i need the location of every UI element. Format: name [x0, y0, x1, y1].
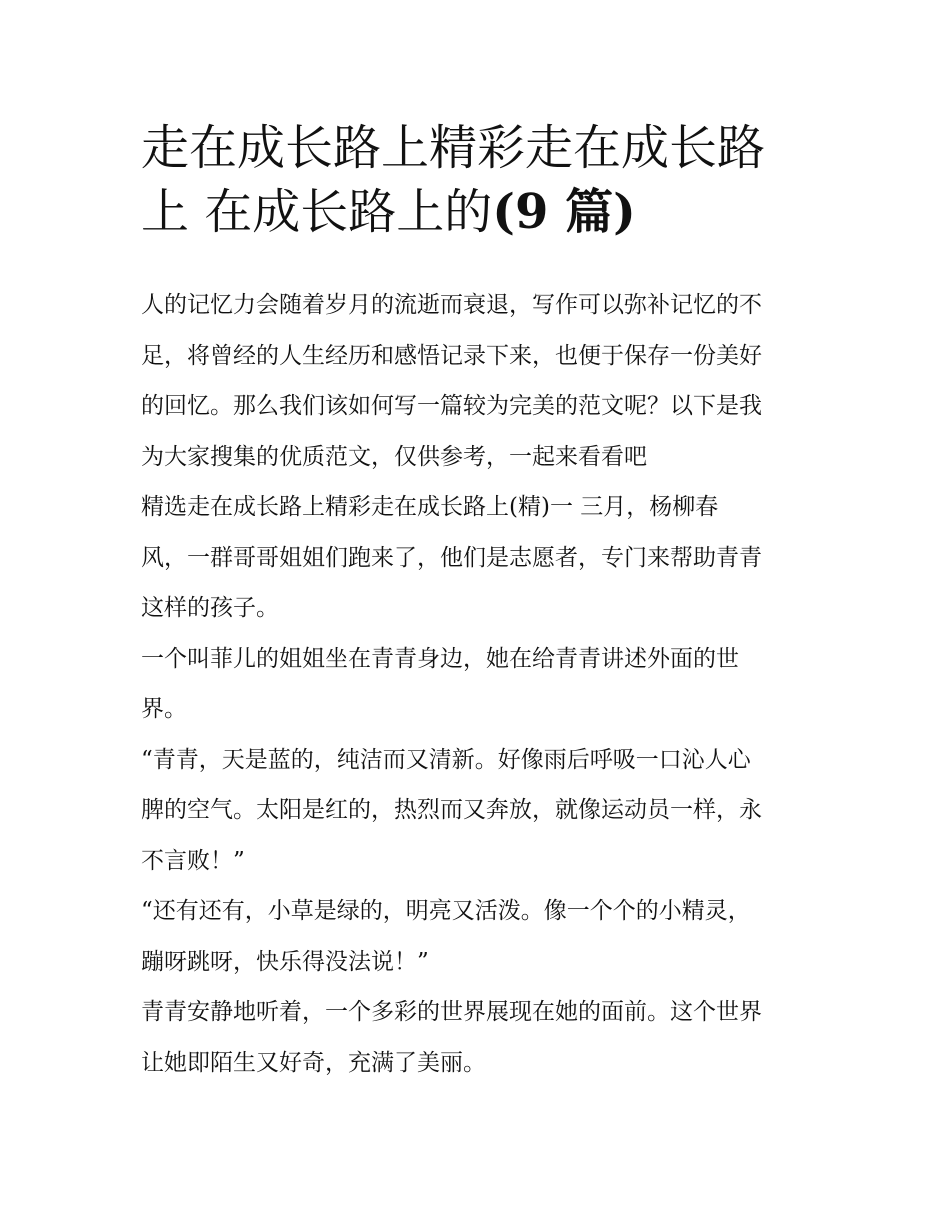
text-line: 蹦呀跳呀，快乐得没法说！”	[141, 948, 429, 975]
text-line: 风，一群哥哥姐姐们跑来了，他们是志愿者，专门来帮助青青	[141, 544, 762, 571]
text-line: 不言败！”	[141, 847, 245, 874]
text-line: 这样的孩子。	[141, 595, 279, 621]
title-line-1: 走在成长路上精彩走在成长路	[141, 120, 766, 176]
title-line-2	[141, 180, 821, 244]
text-line: 的回忆。那么我们该如何写一篇较为完美的范文呢？以下是我	[141, 393, 762, 419]
text-line: 一个叫菲儿的姐姐坐在青青身边，她在给青青讲述外面的世	[141, 645, 739, 672]
text-line: 人的记忆力会随着岁月的流逝而衰退，写作可以弥补记忆的不	[141, 292, 762, 318]
text-line: 足，将曾经的人生经历和感悟记录下来，也便于保存一份美好	[141, 342, 762, 369]
body-text	[141, 280, 821, 1088]
text-line: 青青安静地听着，一个多彩的世界展现在她的面前。这个世界	[141, 999, 762, 1025]
text-line: 为大家搜集的优质范文，仅供参考，一起来看看吧	[141, 443, 647, 470]
text-line: 脾的空气。太阳是红的，热烈而又奔放，就像运动员一样，永	[141, 797, 762, 823]
title-line-2-suffix: 篇)	[548, 184, 636, 240]
text-line: 精选走在成长路上精彩走在成长路上(精)一 三月，杨柳春	[141, 494, 719, 520]
text-line: 界。	[141, 696, 187, 722]
page-title	[141, 116, 821, 244]
text-line: “还有还有，小草是绿的，明亮又活泼。像一个个的小精灵，	[141, 898, 751, 924]
title-line-2-prefix: 上 在成长路上的	[141, 184, 493, 240]
text-line: “青青，天是蓝的，纯洁而又清新。好像雨后呼吸一口沁人心	[141, 746, 751, 773]
text-line: 让她即陌生又好奇，充满了美丽。	[141, 1049, 486, 1076]
title-line-2-bold: (9	[492, 184, 549, 240]
